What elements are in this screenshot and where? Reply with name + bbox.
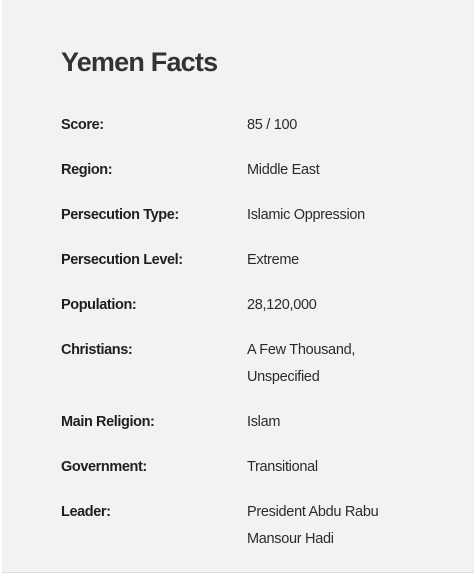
fact-label: Persecution Level: xyxy=(61,252,183,268)
fact-row-main-religion xyxy=(61,409,431,436)
fact-label: Leader: xyxy=(61,504,111,520)
fact-value: Middle East xyxy=(247,162,320,178)
fact-row-persecution-level xyxy=(61,247,431,274)
card-title: Yemen Facts xyxy=(61,47,218,77)
fact-label: Persecution Type: xyxy=(61,207,179,223)
fact-label: Main Religion: xyxy=(61,414,155,430)
fact-row-population xyxy=(61,292,431,319)
fact-value: A Few Thousand, Unspecified xyxy=(247,342,356,385)
fact-value: Islam xyxy=(247,414,281,430)
fact-row-persecution-type xyxy=(61,202,431,229)
facts-card xyxy=(2,0,474,573)
fact-value: President Abdu Rabu Mansour Hadi xyxy=(247,504,379,547)
fact-value: 28,120,000 xyxy=(247,297,317,313)
facts-list xyxy=(61,112,431,571)
fact-row-score xyxy=(61,112,431,139)
fact-value: Transitional xyxy=(247,459,318,475)
fact-row-leader xyxy=(61,499,431,553)
fact-value: Islamic Oppression xyxy=(247,207,365,223)
fact-value: Extreme xyxy=(247,252,299,268)
fact-label: Christians: xyxy=(61,342,133,358)
fact-label: Score: xyxy=(61,117,104,133)
fact-value: 85 / 100 xyxy=(247,117,298,133)
fact-label: Government: xyxy=(61,459,147,475)
fact-label: Population: xyxy=(61,297,137,313)
fact-row-government xyxy=(61,454,431,481)
fact-label: Region: xyxy=(61,162,113,178)
fact-row-christians xyxy=(61,337,431,391)
fact-row-region xyxy=(61,157,431,184)
